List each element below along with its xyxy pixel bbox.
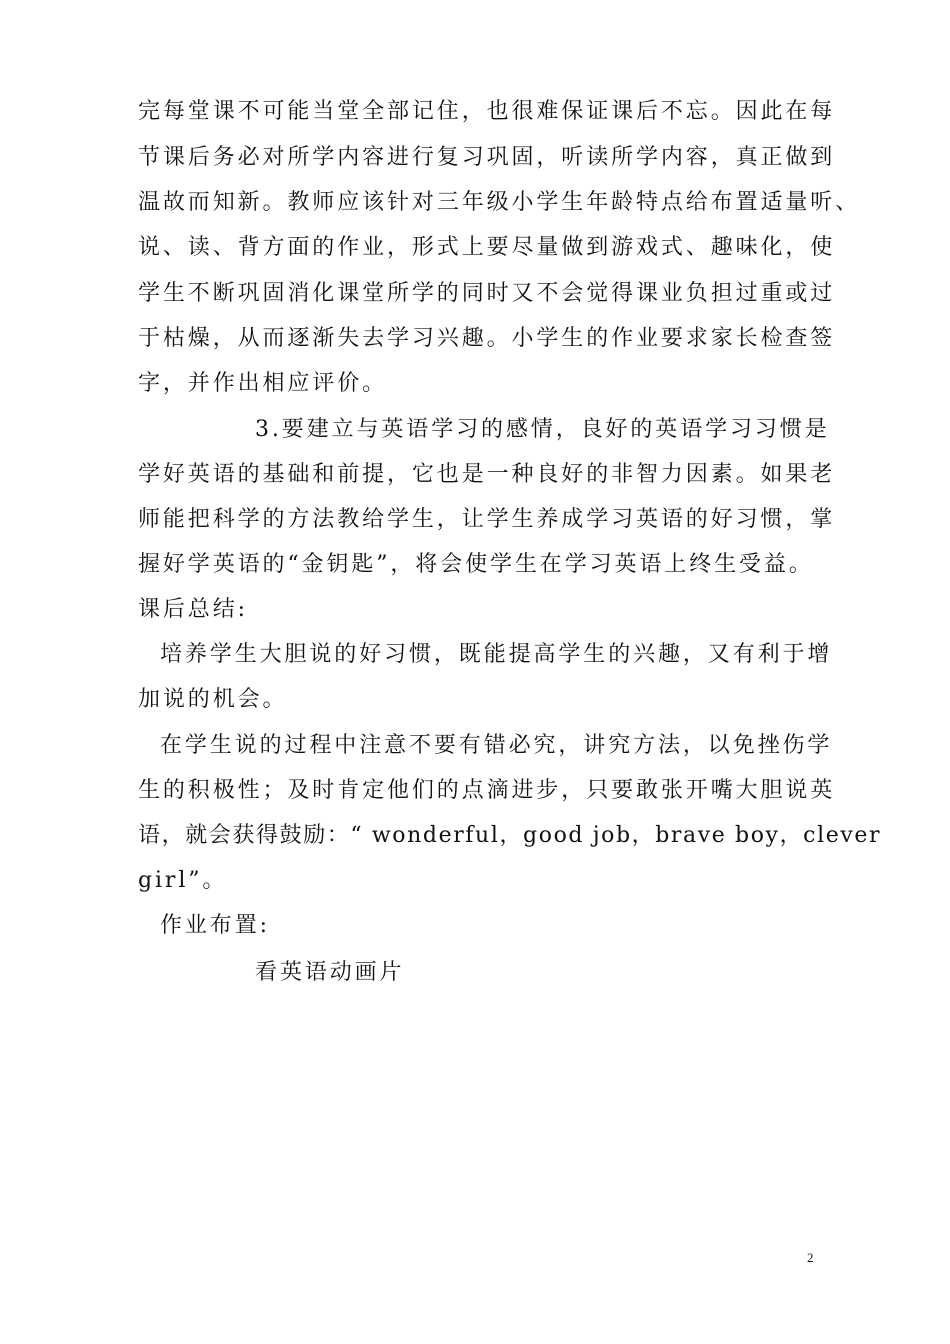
paragraph-line: 学好英语的基础和前提，它也是一种良好的非智力因素。如果老 xyxy=(138,462,836,487)
paragraph-line: 加说的机会。 xyxy=(138,687,288,712)
paragraph-line: 语，就会获得鼓励：“ wonderful，good job，brave boy，clever xyxy=(138,823,882,848)
paragraph-line: 字，并作出相应评价。 xyxy=(138,371,388,396)
paragraph-line: 于枯燥，从而逐渐失去学习兴趣。小学生的作业要求家长检查签 xyxy=(138,326,836,351)
section-heading-summary: 课后总结: xyxy=(138,597,248,622)
paragraph-line: 生的积极性；及时肯定他们的点滴进步，只要敢张开嘴大胆说英 xyxy=(138,778,836,803)
paragraph-line: 温故而知新。教师应该针对三年级小学生年龄特点给布置适量听、 xyxy=(138,190,861,215)
paragraph-line: 节课后务必对所学内容进行复习巩固，听读所学内容，真正做到 xyxy=(138,145,836,170)
paragraph-line: 握好学英语的“金钥匙”，将会使学生在学习英语上终生受益。 xyxy=(138,552,814,577)
paragraph-line: girl”。 xyxy=(138,868,228,893)
paragraph-line: 学生不断巩固消化课堂所学的同时又不会觉得课业负担过重或过 xyxy=(138,281,836,306)
numbered-point-3: 3.要建立与英语学习的感情，良好的英语学习习惯是 xyxy=(255,417,830,442)
page-number: 2 xyxy=(807,1250,814,1265)
paragraph-line: 说、读、背方面的作业，形式上要尽量做到游戏式、趣味化，使 xyxy=(138,235,836,260)
section-heading-homework: 作业布置: xyxy=(160,913,270,938)
paragraph-line: 师能把科学的方法教给学生，让学生养成学习英语的好习惯，掌 xyxy=(138,507,836,532)
paragraph-line: 在学生说的过程中注意不要有错必究，讲究方法，以免挫伤学 xyxy=(160,733,833,758)
homework-item: 看英语动画片 xyxy=(255,960,405,985)
paragraph-line: 完每堂课不可能当堂全部记住，也很难保证课后不忘。因此在每 xyxy=(138,99,836,124)
paragraph-line: 培养学生大胆说的好习惯，既能提高学生的兴趣，又有利于增 xyxy=(160,642,833,667)
